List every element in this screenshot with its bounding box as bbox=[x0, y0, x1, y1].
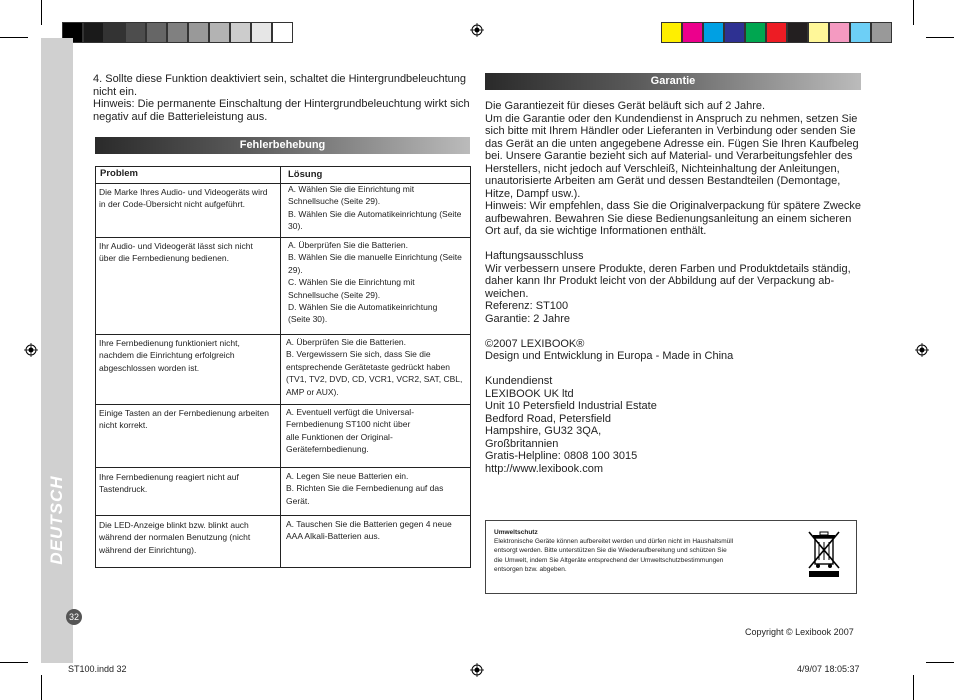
copyright-text: Copyright © Lexibook 2007 bbox=[745, 627, 854, 637]
guarantee-line: Hinweis: Wir empfehlen, dass Sie die Originalverpackung für spätere Zwecke bbox=[485, 200, 861, 212]
color-swatch bbox=[745, 22, 766, 43]
cell-line: Gerätefernbedienung. bbox=[286, 444, 369, 455]
cell-line: A. Tauschen Sie die Batterien gegen 4 neue bbox=[286, 519, 452, 529]
problem-cell bbox=[99, 471, 239, 496]
color-swatch bbox=[188, 22, 209, 43]
problem-cell bbox=[99, 337, 240, 374]
guarantee-line: ©2007 LEXIBOOK® bbox=[485, 337, 585, 350]
registration-mark-icon bbox=[470, 23, 484, 37]
problem-cell bbox=[99, 407, 269, 432]
crop-mark bbox=[0, 37, 28, 38]
color-swatch bbox=[829, 22, 850, 43]
cell-line: AAA Alkali-Batterien aus. bbox=[286, 531, 381, 542]
cell-line: D. Wählen Sie die Automatikeinrichtung bbox=[288, 302, 438, 313]
cell-line: B. Wählen Sie die manuelle Einrichtung (Seite bbox=[288, 252, 462, 263]
cell-line: B. Vergewissern Sie sich, dass Sie die bbox=[286, 349, 431, 360]
table-rule bbox=[95, 404, 470, 405]
guarantee-line: Ort auf, da sie wichtige Informationen enthält. bbox=[485, 225, 707, 237]
intro-line: 4. Sollte diese Funktion deaktiviert sein, schaltet die Hintergrundbeleuchtung bbox=[93, 73, 467, 85]
guarantee-line: Herstellers, nicht jedoch auf Verschleiß, Nichteinhaltung der Anleitungen, bbox=[485, 162, 840, 175]
file-slug: ST100.indd 32 bbox=[68, 664, 127, 674]
cell-line: Die Marke Ihres Audio- und Videogeräts wird bbox=[99, 187, 268, 197]
color-swatch bbox=[146, 22, 167, 43]
guarantee-line: Hitze, Dampf usw.). bbox=[485, 187, 581, 200]
backlight-note bbox=[93, 73, 470, 123]
solution-cell bbox=[286, 518, 452, 543]
cell-line: Schnellsuche (Seite 29). bbox=[288, 289, 381, 300]
environment-text bbox=[494, 537, 733, 574]
guarantee-line: Garantie: 2 Jahre bbox=[485, 312, 570, 325]
table-rule bbox=[95, 515, 470, 516]
guarantee-line: Referenz: ST100 bbox=[485, 300, 569, 312]
guarantee-line: aufbewahren. Bewahren Sie diese Bedienungsanleitung an einem sicheren bbox=[485, 212, 852, 225]
guarantee-line bbox=[485, 238, 861, 251]
solution-cell bbox=[288, 239, 462, 326]
guarantee-line: Die Garantiezeit für dieses Gerät beläuft sich auf 2 Jahre. bbox=[485, 100, 766, 112]
guarantee-line: Großbritannien bbox=[485, 437, 559, 450]
cell-line: Gerät. bbox=[286, 495, 310, 506]
cell-line: A. Wählen Sie die Einrichtung mit bbox=[288, 184, 415, 194]
cell-line: A. Überprüfen Sie die Batterien. bbox=[288, 240, 409, 250]
color-swatch bbox=[104, 22, 125, 43]
guarantee-line: Hampshire, GU32 3QA, bbox=[485, 425, 602, 437]
solution-cell bbox=[286, 406, 414, 456]
crop-mark bbox=[41, 675, 42, 700]
problem-cell bbox=[99, 240, 253, 265]
cell-line: Fernbedienung ST100 nicht über bbox=[286, 419, 411, 430]
guarantee-line bbox=[485, 363, 861, 376]
guarantee-line: LEXIBOOK UK ltd bbox=[485, 387, 574, 400]
cell-line: nicht korrekt. bbox=[99, 420, 148, 431]
problem-cell bbox=[99, 186, 268, 211]
table-rule bbox=[95, 567, 471, 568]
cell-line: alle Funktionen der Original- bbox=[286, 431, 393, 442]
guarantee-line bbox=[485, 325, 861, 338]
guarantee-line: Unit 10 Petersfield Industrial Estate bbox=[485, 400, 657, 412]
cell-line: während der Einrichtung). bbox=[99, 544, 197, 555]
table-rule bbox=[95, 467, 470, 468]
registration-mark-icon bbox=[470, 663, 484, 677]
environment-line: Elektronische Geräte können aufbereitet werden und dürfen nicht im Haushaltsmüll bbox=[494, 538, 734, 545]
guarantee-line: Bedford Road, Petersfield bbox=[485, 412, 611, 425]
color-swatch bbox=[209, 22, 230, 43]
cell-line: abgeschlossen worden ist. bbox=[99, 362, 200, 373]
cell-line: 30). bbox=[288, 221, 303, 232]
color-swatch bbox=[167, 22, 188, 43]
solution-cell bbox=[286, 336, 462, 398]
color-swatch bbox=[808, 22, 829, 43]
color-swatch bbox=[724, 22, 745, 43]
table-rule bbox=[95, 237, 470, 238]
cell-line: während der normalen Benutzung (nicht bbox=[99, 532, 251, 543]
solution-cell bbox=[286, 470, 443, 507]
intro-line: Hinweis: Die permanente Einschaltung der Hintergrundbeleuchtung wirkt sich bbox=[93, 98, 470, 110]
cell-line: 29). bbox=[288, 264, 303, 275]
guarantee-line: Haftungsausschluss bbox=[485, 250, 584, 262]
cell-line: Einige Tasten an der Fernbedienung arbeiten bbox=[99, 408, 269, 418]
crop-mark bbox=[41, 0, 42, 25]
table-rule bbox=[280, 166, 281, 567]
color-swatch bbox=[871, 22, 892, 43]
guarantee-line: Gratis-Helpline: 0808 100 3015 bbox=[485, 450, 638, 462]
table-rule bbox=[470, 166, 471, 567]
cell-line: Tastendruck. bbox=[99, 484, 148, 495]
color-swatch bbox=[766, 22, 787, 43]
cell-line: B. Wählen Sie die Automatikeinrichtung (Seite bbox=[288, 208, 462, 219]
crop-mark bbox=[913, 675, 914, 700]
cell-line: Ihre Fernbedienung reagiert nicht auf bbox=[99, 472, 239, 482]
troubleshooting-heading: Fehlerbehebung bbox=[95, 137, 470, 154]
color-swatch bbox=[661, 22, 682, 43]
guarantee-line: unautorisierte Arbeiten am Gerät und dessen Bestandteilen (Demontage, bbox=[485, 175, 841, 187]
table-rule bbox=[95, 166, 96, 567]
color-swatch bbox=[125, 22, 146, 43]
color-swatch bbox=[251, 22, 272, 43]
weee-crossed-bin-icon bbox=[807, 530, 841, 578]
column-header-problem: Problem bbox=[100, 168, 139, 179]
column-header-solution: Lösung bbox=[288, 169, 323, 180]
cell-line: (Seite 30). bbox=[288, 314, 328, 325]
guarantee-line[interactable]: http://www.lexibook.com bbox=[485, 462, 603, 475]
intro-line: nicht ein. bbox=[93, 85, 138, 98]
table-rule bbox=[95, 334, 470, 335]
crop-mark bbox=[926, 37, 954, 38]
guarantee-line: Kundendienst bbox=[485, 375, 553, 387]
intro-line: negativ auf die Batterieleistung aus. bbox=[93, 110, 268, 123]
print-timestamp: 4/9/07 18:05:37 bbox=[797, 664, 860, 674]
guarantee-text bbox=[485, 100, 861, 475]
guarantee-line: Um die Garantie oder den Kundendienst in Anspruch zu nehmen, setzen Sie bbox=[485, 112, 858, 125]
cell-line: AMP or AUX). bbox=[286, 386, 339, 397]
environment-line: entsorgt werden. Bitte unterstützen Sie die Wiederaufbereitung und schützen Sie bbox=[494, 547, 727, 555]
guarantee-line: sich bitte mit Ihrem Händler oder Lieferanten in Verbindung oder senden Sie bbox=[485, 125, 856, 137]
cell-line: (TV1, TV2, DVD, CD, VCR1, VCR2, SAT, CBL, bbox=[286, 374, 463, 385]
guarantee-line: bei. Unsere Garantie bezieht sich auf Material- und Verarbeitungsfehler des bbox=[485, 150, 853, 162]
color-swatch bbox=[230, 22, 251, 43]
crop-mark bbox=[913, 0, 914, 25]
environment-line: die Umwelt, indem Sie Altgeräte entsprechend der Umweltschutzbestimmungen bbox=[494, 556, 724, 564]
environment-title: Umweltschutz bbox=[494, 529, 538, 536]
page-number: 32 bbox=[66, 609, 82, 625]
language-label: DEUTSCH bbox=[47, 475, 66, 565]
color-swatch bbox=[787, 22, 808, 43]
cell-line: Ihr Audio- und Videogerät lässt sich nicht bbox=[99, 241, 253, 251]
color-swatch bbox=[272, 22, 293, 43]
color-swatch bbox=[850, 22, 871, 43]
color-swatch bbox=[703, 22, 724, 43]
cell-line: Die LED-Anzeige blinkt bzw. blinkt auch bbox=[99, 520, 249, 530]
environment-box bbox=[485, 520, 857, 594]
cell-line: C. Wählen Sie die Einrichtung mit bbox=[288, 277, 415, 288]
cell-line: Schnellsuche (Seite 29). bbox=[288, 196, 381, 207]
cell-line: A. Eventuell verfügt die Universal- bbox=[286, 407, 415, 417]
guarantee-line: Design und Entwicklung in Europa - Made in China bbox=[485, 350, 734, 362]
cell-line: nachdem die Einrichtung erfolgreich bbox=[99, 350, 235, 361]
environment-line: entsorgen bzw. abgeben. bbox=[494, 565, 567, 573]
cell-line: Ihre Fernbedienung funktioniert nicht, bbox=[99, 338, 240, 348]
color-swatch bbox=[682, 22, 703, 43]
guarantee-line: daher kann Ihr Produkt leicht von der Abbildung auf der Verpackung ab- bbox=[485, 275, 835, 287]
color-swatch bbox=[83, 22, 104, 43]
crop-mark bbox=[0, 662, 28, 663]
registration-mark-icon bbox=[915, 343, 929, 357]
registration-mark-icon bbox=[24, 343, 38, 357]
cell-line: entsprechende Gerätetaste gedrückt haben bbox=[286, 361, 450, 372]
crop-mark bbox=[926, 662, 954, 663]
cell-line: A. Legen Sie neue Batterien ein. bbox=[286, 471, 409, 481]
table-rule bbox=[95, 166, 470, 167]
cell-line: über die Fernbedienung bedienen. bbox=[99, 253, 229, 264]
cell-line: A. Überprüfen Sie die Batterien. bbox=[286, 337, 407, 347]
cell-line: in der Code-Übersicht nicht aufgeführt. bbox=[99, 199, 245, 210]
guarantee-heading: Garantie bbox=[485, 73, 861, 90]
problem-cell bbox=[99, 519, 250, 556]
guarantee-line: weichen. bbox=[485, 287, 529, 300]
cell-line: B. Richten Sie die Fernbedienung auf das bbox=[286, 483, 444, 494]
guarantee-line: Wir verbessern unsere Produkte, deren Farben und Produktdetails ständig, bbox=[485, 262, 851, 275]
solution-cell bbox=[288, 183, 461, 233]
guarantee-line: das Gerät an die unten angegebene Adresse ein. Fügen Sie Ihren Kaufbeleg bbox=[485, 137, 859, 150]
